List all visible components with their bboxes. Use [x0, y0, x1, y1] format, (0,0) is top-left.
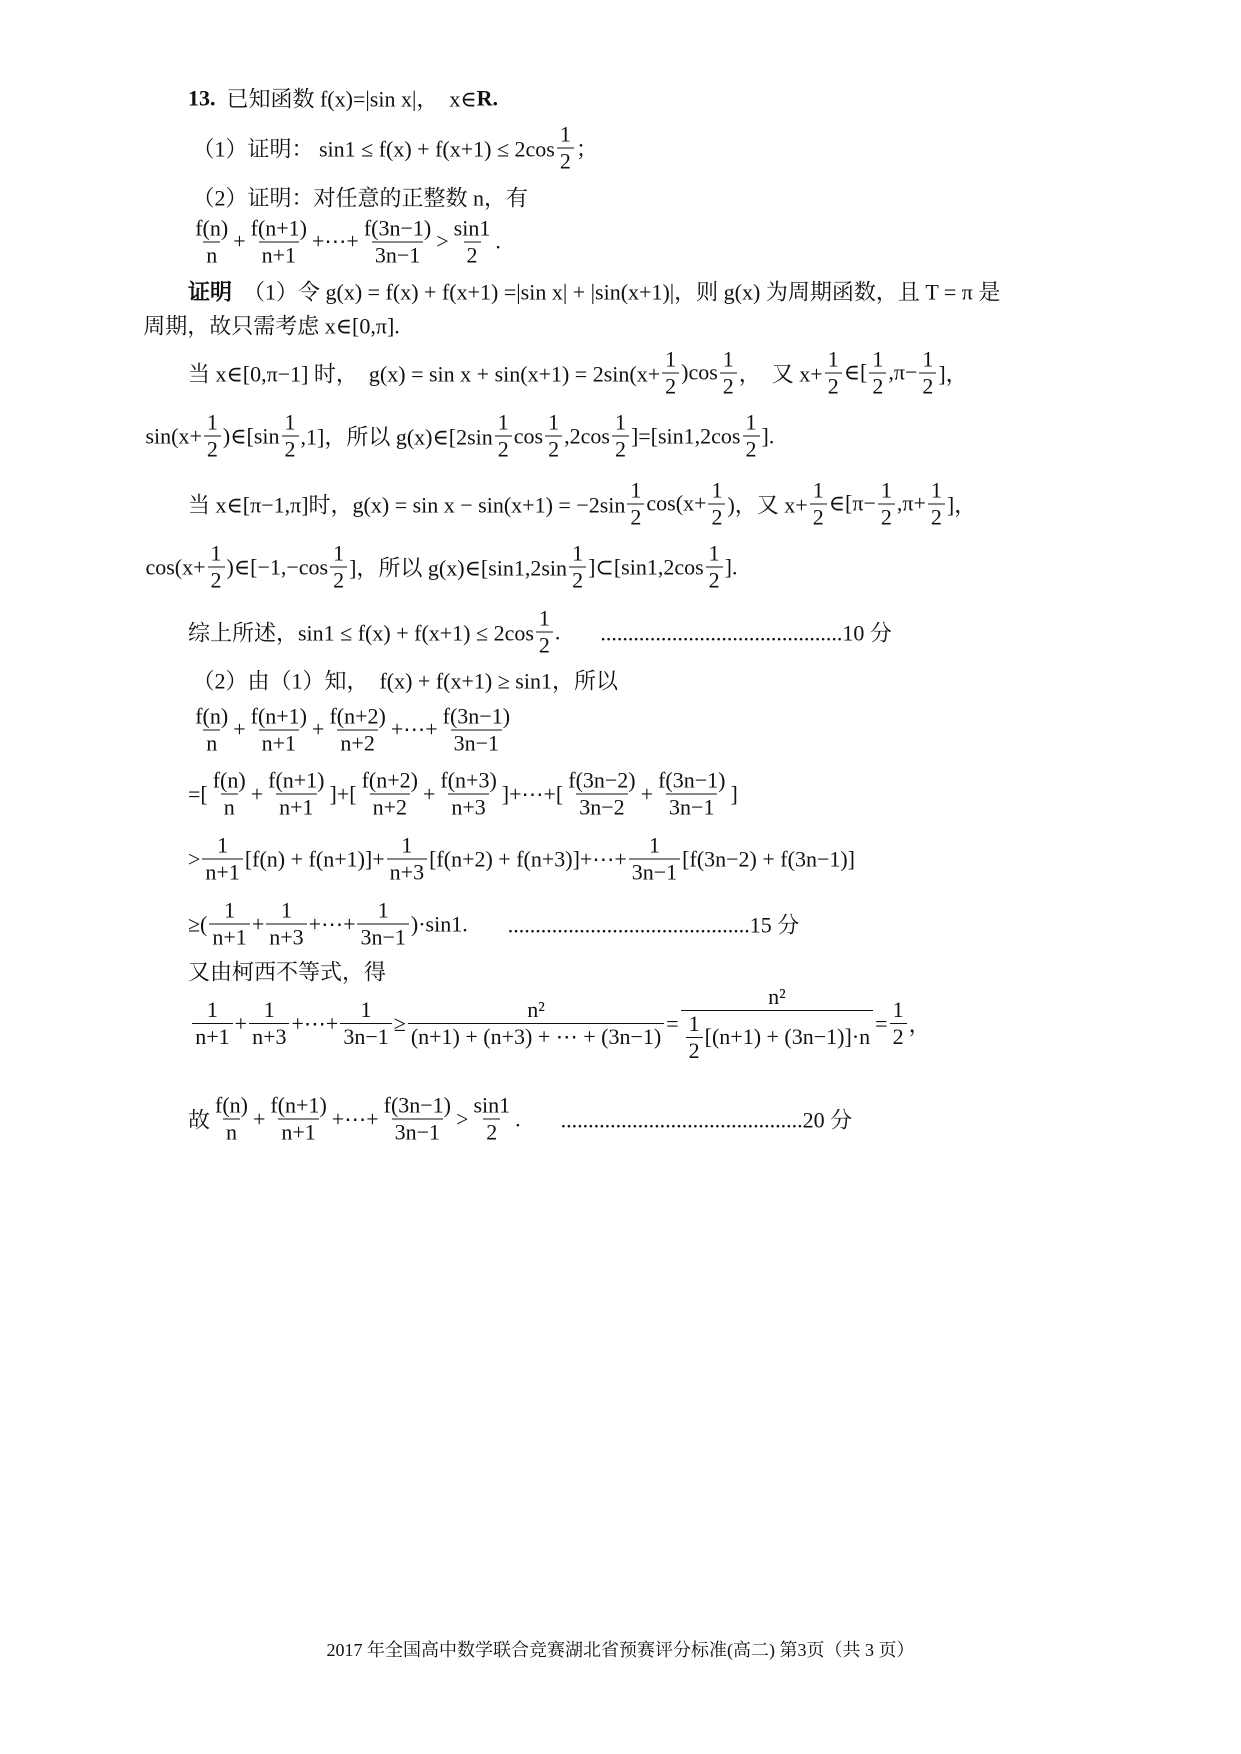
math-text: ].	[761, 423, 775, 449]
fraction	[202, 833, 242, 886]
fraction	[208, 541, 225, 594]
text-line	[188, 606, 892, 659]
math-text: ].	[724, 554, 738, 580]
fraction-numerator: f(n+1)	[250, 703, 308, 729]
fraction-denominator: 2	[282, 436, 299, 463]
fraction	[249, 997, 289, 1050]
fraction-numerator: 1	[284, 409, 296, 435]
text-line	[143, 309, 400, 340]
text-line	[188, 898, 799, 951]
fraction-numerator: 1	[745, 409, 757, 435]
text-line	[188, 768, 738, 821]
fraction	[437, 768, 499, 821]
math-text: )∈[−1,−cos	[226, 554, 329, 580]
fraction-denominator: 2	[720, 372, 737, 399]
math-text: +	[250, 781, 264, 807]
text-line	[190, 984, 930, 1064]
math-text: 综上所述，sin1 ≤ f(x) + f(x+1) ≤ 2cos	[187, 620, 534, 646]
math-text: ]，	[946, 492, 977, 518]
fraction-denominator: 2	[810, 503, 827, 530]
fraction	[720, 346, 737, 399]
text-line	[192, 665, 618, 696]
math-text: +	[251, 911, 265, 937]
fraction-denominator: 2	[627, 503, 644, 530]
math-text: =[	[187, 781, 208, 807]
fraction	[569, 541, 586, 594]
fraction	[266, 898, 306, 951]
fraction-numerator: sin1	[473, 1092, 511, 1118]
fraction-numerator: f(n)	[195, 703, 229, 729]
fraction-denominator: 3n−1	[392, 1119, 443, 1146]
fraction-numerator: 1	[880, 477, 892, 503]
math-text: ]，所以 g(x)∈[sin1,2sin	[349, 555, 568, 581]
fraction-denominator	[681, 1010, 874, 1064]
fraction-numerator: f(n+2)	[329, 703, 386, 729]
fraction-numerator: 1	[497, 409, 509, 435]
text-line	[188, 275, 1000, 306]
math-text: +⋯+	[390, 716, 438, 742]
fraction	[248, 215, 310, 268]
fraction-denominator: 2	[208, 567, 225, 594]
fraction-denominator: 2	[743, 436, 760, 463]
fraction	[192, 703, 231, 756]
fraction-numerator: 1	[280, 897, 292, 923]
math-text: 又由柯西不等式，得	[187, 959, 386, 985]
math-text: )cos	[681, 359, 718, 385]
math-text: ,π−	[888, 359, 918, 385]
fraction-denominator: 2	[569, 567, 586, 594]
math-text: +	[422, 781, 436, 807]
fraction-denominator: 2	[928, 503, 945, 530]
fraction-denominator: n+1	[192, 1023, 232, 1050]
math-text: [f(n+2) + f(n+3)]+⋯+	[429, 846, 627, 872]
fraction-numerator: 1	[206, 409, 218, 435]
fraction-numerator: f(3n−2)	[568, 767, 636, 793]
text-line	[188, 83, 498, 114]
fraction-numerator: 1	[711, 477, 723, 503]
fraction	[545, 410, 562, 463]
math-text: ]	[730, 781, 738, 807]
fraction	[557, 121, 574, 174]
bold-label: 13.	[187, 85, 216, 111]
math-text: 当 x∈[π−1,π]时，g(x) = sin x − sin(x+1) = −2sin	[187, 492, 626, 518]
fraction	[357, 898, 408, 951]
fraction-numerator: 1	[333, 540, 345, 566]
fraction-denominator: 2	[890, 1023, 907, 1050]
fraction	[743, 410, 760, 463]
math-text: ≥(	[187, 911, 208, 937]
math-text: 周期，故只需考虑 x∈[0,π].	[143, 313, 400, 338]
fraction-denominator: n+3	[249, 1023, 289, 1050]
fraction-numerator: 1	[708, 540, 720, 566]
fraction-denominator: n	[203, 729, 220, 756]
fraction	[825, 346, 842, 399]
fraction-denominator: n+1	[209, 924, 249, 951]
score-leader: ............................................20 分	[560, 1107, 853, 1133]
math-text: （1）证明： sin1 ≤ f(x) + f(x+1) ≤ 2cos	[192, 136, 555, 162]
math-text: ,1]，所以 g(x)∈[2sin	[300, 424, 493, 450]
fraction-numerator: f(3n−1)	[442, 703, 511, 729]
math-text: .	[554, 619, 561, 645]
fraction	[706, 541, 723, 594]
fraction	[919, 346, 936, 399]
fraction-denominator: 3n−1	[357, 924, 408, 951]
fraction	[662, 346, 679, 399]
fraction-denominator: 3n−2	[576, 794, 627, 821]
math-text: .	[515, 1106, 521, 1131]
fraction	[212, 1093, 251, 1146]
fraction-denominator: 2	[545, 436, 562, 463]
fraction	[565, 768, 638, 821]
math-text: 已知函数 f(x)=|sin x|， x∈	[215, 86, 477, 112]
math-text: （2）证明：对任意的正整数 n，有	[192, 185, 528, 211]
math-text: [f(3n−2) + f(3n−1)]	[682, 846, 856, 872]
score-leader: ............................................15 分	[507, 912, 800, 938]
math-text: +⋯+	[312, 228, 359, 254]
fraction	[612, 410, 629, 463]
fraction-numerator: n²	[527, 997, 545, 1023]
fraction	[869, 346, 886, 399]
fraction-denominator: 2	[686, 1037, 703, 1064]
math-text: >	[436, 228, 449, 254]
fraction	[655, 768, 728, 821]
fraction-denominator: 3n−1	[340, 1023, 391, 1050]
fraction-numerator: 1	[217, 832, 229, 858]
math-text: ,π+	[896, 490, 926, 516]
fraction	[686, 1011, 703, 1064]
fraction-denominator: 2	[330, 567, 347, 594]
math-text: ]+⋯+[	[501, 781, 564, 807]
fraction-numerator: f(n+3)	[440, 767, 497, 793]
fraction	[204, 410, 221, 463]
fraction-numerator: 1	[922, 346, 934, 372]
fraction	[629, 833, 680, 886]
fraction-denominator: 2	[464, 241, 481, 268]
fraction-numerator: 1	[812, 477, 824, 503]
fraction-numerator: 1	[614, 409, 626, 435]
fraction	[470, 1093, 513, 1146]
fraction-denominator: 2	[662, 372, 679, 399]
text-line	[145, 541, 737, 594]
fraction-denominator: 3n−1	[372, 241, 423, 268]
fraction-numerator: 1	[206, 997, 218, 1023]
fraction-numerator: 1	[548, 409, 560, 435]
fraction-numerator: 1	[572, 540, 584, 566]
fraction	[928, 477, 945, 530]
fraction	[878, 477, 895, 530]
math-text: [f(n) + f(n+1)]+	[244, 846, 385, 872]
fraction-numerator: 1	[377, 897, 389, 923]
math-text: =	[875, 1010, 888, 1036]
fraction-numerator: 1	[688, 1010, 700, 1036]
fraction-denominator: 3n−1	[451, 729, 502, 756]
fraction-numerator: 1	[892, 997, 904, 1023]
math-text: （1）令 g(x) = f(x) + f(x+1) =|sin x| + |sin(x+1)|，则 g(x) 为周期函数，且 T = π 是	[232, 279, 1001, 305]
text-line	[192, 181, 528, 212]
text-line	[188, 477, 976, 530]
math-text: )∈[sin	[222, 423, 280, 449]
fraction-denominator: n+3	[266, 924, 306, 951]
math-text: =	[666, 1010, 679, 1036]
fraction-denominator: n+2	[337, 729, 377, 756]
math-text: +	[252, 1106, 266, 1131]
math-text: +	[312, 716, 325, 742]
fraction	[267, 1093, 329, 1146]
fraction	[326, 703, 388, 756]
fraction-numerator: f(n)	[212, 767, 246, 793]
fraction-denominator: 3n−1	[629, 859, 680, 886]
fraction	[282, 410, 299, 463]
math-text: +⋯+	[331, 1106, 379, 1131]
fraction	[708, 477, 725, 530]
fraction	[359, 768, 421, 821]
math-text: +	[640, 781, 654, 807]
fraction	[209, 898, 249, 951]
score-leader: ............................................10 分	[600, 620, 892, 646]
math-text: （2）由（1）知， f(x) + f(x+1) ≥ sin1，所以	[192, 668, 618, 694]
fraction-numerator: 1	[648, 832, 660, 858]
fraction	[408, 997, 664, 1050]
fraction	[681, 984, 874, 1064]
fraction	[192, 997, 232, 1050]
math-text: +⋯+	[291, 1010, 339, 1036]
math-text: +	[233, 716, 246, 742]
fraction-numerator: f(n+1)	[250, 215, 308, 241]
text-line	[192, 121, 597, 174]
math-text: ]⊂[sin1,2cos	[588, 554, 704, 580]
fraction-numerator: 1	[930, 477, 942, 503]
fraction	[192, 215, 231, 268]
fraction-numerator: 1	[665, 346, 677, 372]
fraction	[381, 1093, 454, 1146]
fraction-denominator: n+3	[387, 859, 427, 886]
fraction	[890, 997, 907, 1050]
fraction-numerator: 1	[827, 346, 839, 372]
fraction-denominator: 3n−1	[666, 794, 717, 821]
fraction-denominator: n+1	[202, 859, 242, 886]
fraction-denominator: n	[221, 794, 238, 821]
math-text: +	[233, 228, 246, 254]
fraction-numerator: f(n+1)	[268, 767, 325, 793]
page-footer: 2017 年全国高中数学联合竞赛湖北省预赛评分标准(高二) 第3页（共 3 页）	[326, 1640, 915, 1660]
fraction	[387, 833, 427, 886]
fraction-denominator: n	[203, 241, 220, 268]
math-text: ]，	[938, 361, 968, 387]
fraction	[330, 541, 347, 594]
fraction-denominator: n+1	[276, 794, 316, 821]
fraction-numerator: f(n+1)	[270, 1092, 327, 1118]
fraction	[810, 477, 827, 530]
text-line	[190, 215, 501, 268]
math-text: >	[187, 846, 201, 872]
math-text: ]=[sin1,2cos	[630, 423, 741, 449]
fraction-numerator: 1	[360, 997, 372, 1023]
fraction-denominator: 2	[557, 147, 574, 174]
math-text: ≥	[393, 1010, 406, 1036]
fraction-denominator: 2	[495, 436, 512, 463]
fraction-denominator: 2	[869, 372, 886, 399]
math-text: ，	[908, 1012, 931, 1038]
math-text: )，又 x+	[727, 492, 808, 518]
fraction-numerator: 1	[872, 346, 884, 372]
math-text: [(n+1) + (3n−1)]·n	[704, 1024, 871, 1050]
fraction-numerator: f(3n−1)	[658, 767, 726, 793]
fraction-denominator: 2	[536, 632, 553, 659]
fraction-numerator: 1	[210, 540, 222, 566]
fraction-denominator: n+2	[370, 794, 410, 821]
fraction	[440, 703, 513, 756]
math-text: sin(x+	[145, 423, 202, 449]
fraction	[210, 768, 249, 821]
text-line	[188, 956, 386, 987]
fraction	[265, 768, 327, 821]
fraction-numerator: 1	[224, 897, 236, 923]
text-line	[188, 833, 855, 886]
fraction-denominator: n+1	[259, 729, 299, 756]
bold-label: R.	[476, 85, 499, 111]
fraction-denominator: 2	[483, 1119, 500, 1146]
fraction	[451, 215, 494, 268]
fraction-numerator: 1	[538, 605, 550, 631]
math-text: cos	[513, 423, 544, 449]
fraction	[361, 215, 434, 268]
fraction-numerator: f(n)	[215, 1092, 248, 1118]
fraction-numerator: sin1	[453, 215, 491, 241]
math-text: ]+[	[329, 781, 357, 807]
fraction	[495, 410, 512, 463]
math-text: +	[234, 1010, 248, 1036]
fraction-numerator: f(n+2)	[361, 767, 418, 793]
math-text: ∈[π−	[828, 490, 876, 516]
fraction	[340, 997, 391, 1050]
math-text: 故	[187, 1107, 210, 1133]
math-text: ；	[575, 136, 598, 162]
math-text: cos(x+	[646, 490, 707, 516]
fraction-numerator: f(3n−1)	[383, 1092, 452, 1118]
fraction	[536, 606, 553, 659]
fraction-numerator: n²	[768, 983, 786, 1009]
fraction-denominator: 2	[825, 372, 842, 399]
fraction-denominator: n+1	[278, 1119, 318, 1146]
math-text: ,2cos	[564, 423, 610, 449]
fraction-numerator: 1	[559, 121, 571, 147]
math-text: .	[495, 228, 501, 254]
fraction	[248, 703, 310, 756]
math-text: cos(x+	[145, 554, 206, 580]
fraction-denominator: 2	[706, 567, 723, 594]
fraction-denominator: 2	[878, 503, 895, 530]
fraction-numerator: 1	[722, 346, 734, 372]
math-text: >	[456, 1106, 469, 1131]
math-text: ， 又 x+	[738, 361, 823, 387]
fraction-denominator: n+3	[448, 794, 488, 821]
math-text: ∈[	[843, 359, 868, 385]
fraction-numerator: 1	[263, 997, 275, 1023]
fraction	[627, 477, 644, 530]
fraction-denominator: 2	[204, 436, 221, 463]
fraction-numerator: 1	[630, 477, 642, 503]
math-text: )·sin1.	[410, 911, 468, 937]
fraction-denominator: n	[223, 1119, 240, 1146]
fraction-denominator: 2	[708, 503, 725, 530]
fraction-denominator: 2	[612, 436, 629, 463]
fraction-denominator: n+1	[259, 241, 299, 268]
math-text: +⋯+	[308, 911, 356, 937]
text-line	[145, 410, 774, 463]
fraction-denominator: 2	[919, 372, 936, 399]
fraction-numerator: f(3n−1)	[363, 215, 432, 241]
text-line	[188, 346, 968, 399]
bold-label: 证明	[187, 279, 232, 305]
text-line	[188, 1093, 852, 1146]
fraction-denominator: (n+1) + (n+3) + ⋯ + (3n−1)	[408, 1023, 664, 1050]
text-line	[190, 703, 515, 756]
fraction-numerator: 1	[401, 832, 413, 858]
fraction-numerator: f(n)	[195, 215, 229, 241]
math-text: 当 x∈[0,π−1] 时， g(x) = sin x + sin(x+1) = 2sin(x+	[187, 361, 661, 387]
